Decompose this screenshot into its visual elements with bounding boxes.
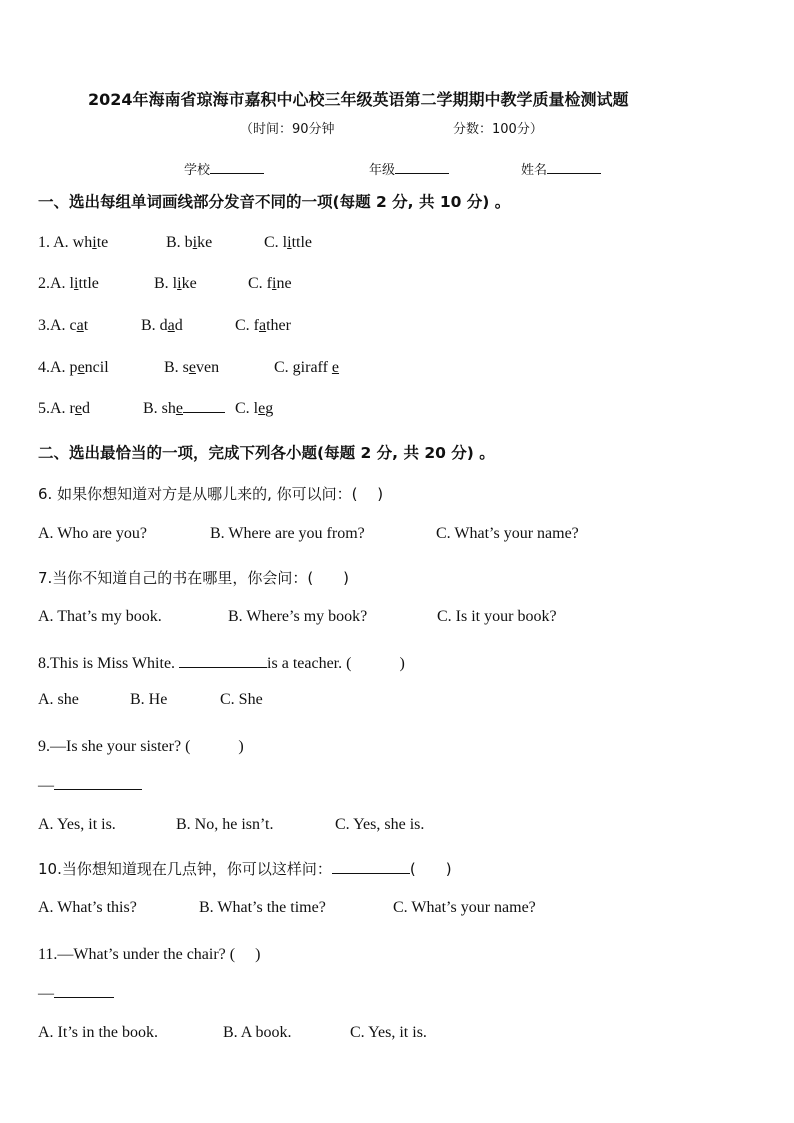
q8-stem-pre: 8.This is Miss White. <box>38 655 180 672</box>
s1-item-number: 2. <box>38 275 50 292</box>
s1-item-1-b <box>166 234 212 252</box>
exam-score: 分数：100分） <box>453 122 543 137</box>
option-text: ke <box>197 234 213 251</box>
q11-option-b[interactable]: B. A book. <box>223 1024 292 1041</box>
option-text: C. f <box>235 317 259 334</box>
name-label: 姓名 <box>521 163 548 178</box>
q8-stem <box>38 650 405 673</box>
q9-option-b[interactable]: B. No, he isn’t. <box>176 816 274 833</box>
s1-item-number: 1. <box>38 234 54 251</box>
q6-option-c[interactable]: C. What’s your name? <box>436 525 579 542</box>
school-field[interactable] <box>184 159 264 178</box>
name-blank[interactable] <box>547 159 601 174</box>
q10-option-a[interactable]: A. What’s this? <box>38 899 137 916</box>
s1-item-2-b <box>154 275 197 293</box>
q8-option-b[interactable]: B. He <box>130 691 168 708</box>
s1-item-5-c <box>235 400 273 418</box>
section2-heading: 二、选出最恰当的一项，完成下列各小题(每题 2 分, 共 20 分) 。 <box>38 444 495 462</box>
option-text: A. l <box>50 275 74 292</box>
s1-item-number: 4. <box>38 359 50 376</box>
q8-stem-post: is a teacher. ( ) <box>267 655 405 672</box>
underlined-letter: a <box>76 317 84 334</box>
option-text: ven <box>196 359 220 376</box>
s1-item-number: 5. <box>38 400 50 417</box>
s1-item-1-c <box>264 234 312 252</box>
grade-field[interactable] <box>369 159 449 178</box>
underlined-letter: e <box>258 400 266 417</box>
option-text: ncil <box>84 359 109 376</box>
underlined-letter: e <box>331 359 340 376</box>
option-text: g <box>265 400 274 417</box>
option-text: A. c <box>50 317 77 334</box>
underlined-letter: i <box>177 275 182 292</box>
option-text: ke <box>181 275 197 292</box>
q7-option-a[interactable]: A. That’s my book. <box>38 608 162 625</box>
option-text: B. b <box>166 234 193 251</box>
s1-item-number: 3. <box>38 317 50 334</box>
underlined-letter: e <box>77 359 85 376</box>
underlined-letter: e <box>175 400 184 417</box>
option-text: C. l <box>264 234 288 251</box>
q9-stem: 9.—Is she your sister? ( ) <box>38 738 244 755</box>
q6-option-a[interactable]: A. Who are you? <box>38 525 147 542</box>
underline-blank <box>183 400 225 413</box>
q11-dash: — <box>38 985 54 1002</box>
section1-heading: 一、选出每组单词画线部分发音不同的一项(每题 2 分, 共 10 分) 。 <box>38 193 511 211</box>
s1-item-3 <box>38 317 88 335</box>
underlined-letter: i <box>92 234 97 251</box>
s1-item-4 <box>38 359 109 377</box>
q7-option-b[interactable]: B. Where’s my book? <box>228 608 368 625</box>
name-field[interactable] <box>521 159 601 178</box>
option-text: B. d <box>141 317 168 334</box>
q7-stem: 7.当你不知道自己的书在哪里，你会问：( ) <box>38 569 350 587</box>
option-text: t <box>83 317 89 334</box>
s1-item-5 <box>38 400 90 418</box>
option-text: A. wh <box>53 234 93 251</box>
exam-time: （时间：90分钟 <box>240 122 335 137</box>
exam-title: 2024年海南省琼海市嘉积中心校三年级英语第二学期期中教学质量检测试题 <box>88 90 629 109</box>
option-text: te <box>96 234 109 251</box>
q9-answer-blank[interactable] <box>54 775 142 790</box>
s1-item-2-c <box>248 275 292 293</box>
option-text: C. l <box>235 400 259 417</box>
underlined-letter: a <box>259 317 267 334</box>
q8-option-c[interactable]: C. She <box>220 691 263 708</box>
option-text: A. p <box>50 359 78 376</box>
option-text: B. l <box>154 275 178 292</box>
s1-item-2 <box>38 275 99 293</box>
underlined-letter: i <box>192 234 198 251</box>
q10-stem-post: ( ) <box>409 860 452 878</box>
option-text: ne <box>276 275 292 292</box>
grade-label: 年级 <box>369 163 396 178</box>
q8-option-a[interactable]: A. she <box>38 691 79 708</box>
q8-answer-blank[interactable] <box>179 653 267 668</box>
option-text: B. s <box>164 359 189 376</box>
q9-option-c[interactable]: C. Yes, she is. <box>335 816 425 833</box>
grade-blank[interactable] <box>395 159 449 174</box>
s1-item-5-b <box>143 400 225 418</box>
option-text: ther <box>266 317 291 334</box>
option-text: C. giraff <box>274 359 332 376</box>
q10-stem-pre: 10.当你想知道现在几点钟，你可以这样问： <box>38 860 332 878</box>
q10-answer-blank[interactable] <box>332 859 410 874</box>
q9-dash: — <box>38 777 54 794</box>
underlined-letter: a <box>167 317 175 334</box>
option-text: A. r <box>50 400 75 417</box>
option-text: d <box>174 317 183 334</box>
underlined-letter: i <box>287 234 292 251</box>
q11-option-a[interactable]: A. It’s in the book. <box>38 1024 158 1041</box>
q6-option-b[interactable]: B. Where are you from? <box>210 525 365 542</box>
q9-answer-line <box>38 775 142 795</box>
q11-stem: 11.—What’s under the chair? ( ) <box>38 946 261 963</box>
q10-stem <box>38 858 452 879</box>
underlined-letter: i <box>272 275 277 292</box>
option-text: ttle <box>78 275 99 292</box>
s1-item-4-b <box>164 359 219 377</box>
q11-option-c[interactable]: C. Yes, it is. <box>350 1024 427 1041</box>
school-label: 学校 <box>184 163 211 178</box>
q7-option-c[interactable]: C. Is it your book? <box>437 608 557 625</box>
school-blank[interactable] <box>210 159 264 174</box>
q11-answer-line <box>38 983 114 1003</box>
option-text: d <box>82 400 90 417</box>
s1-item-4-c <box>274 359 339 377</box>
q10-option-c[interactable]: C. What’s your name? <box>393 899 536 916</box>
underlined-letter: i <box>74 275 79 292</box>
underlined-letter: e <box>188 359 197 376</box>
s1-item-3-c <box>235 317 291 335</box>
q10-option-b[interactable]: B. What’s the time? <box>199 899 326 916</box>
option-text: B. sh <box>143 400 176 417</box>
s1-item-1 <box>38 234 108 252</box>
option-text: ttle <box>291 234 313 251</box>
q6-stem: 6. 如果你想知道对方是从哪儿来的, 你可以问：( ) <box>38 485 384 503</box>
underlined-letter: e <box>74 400 82 417</box>
q11-answer-blank[interactable] <box>54 983 114 998</box>
s1-item-3-b <box>141 317 183 335</box>
option-text: C. f <box>248 275 272 292</box>
q9-option-a[interactable]: A. Yes, it is. <box>38 816 116 833</box>
